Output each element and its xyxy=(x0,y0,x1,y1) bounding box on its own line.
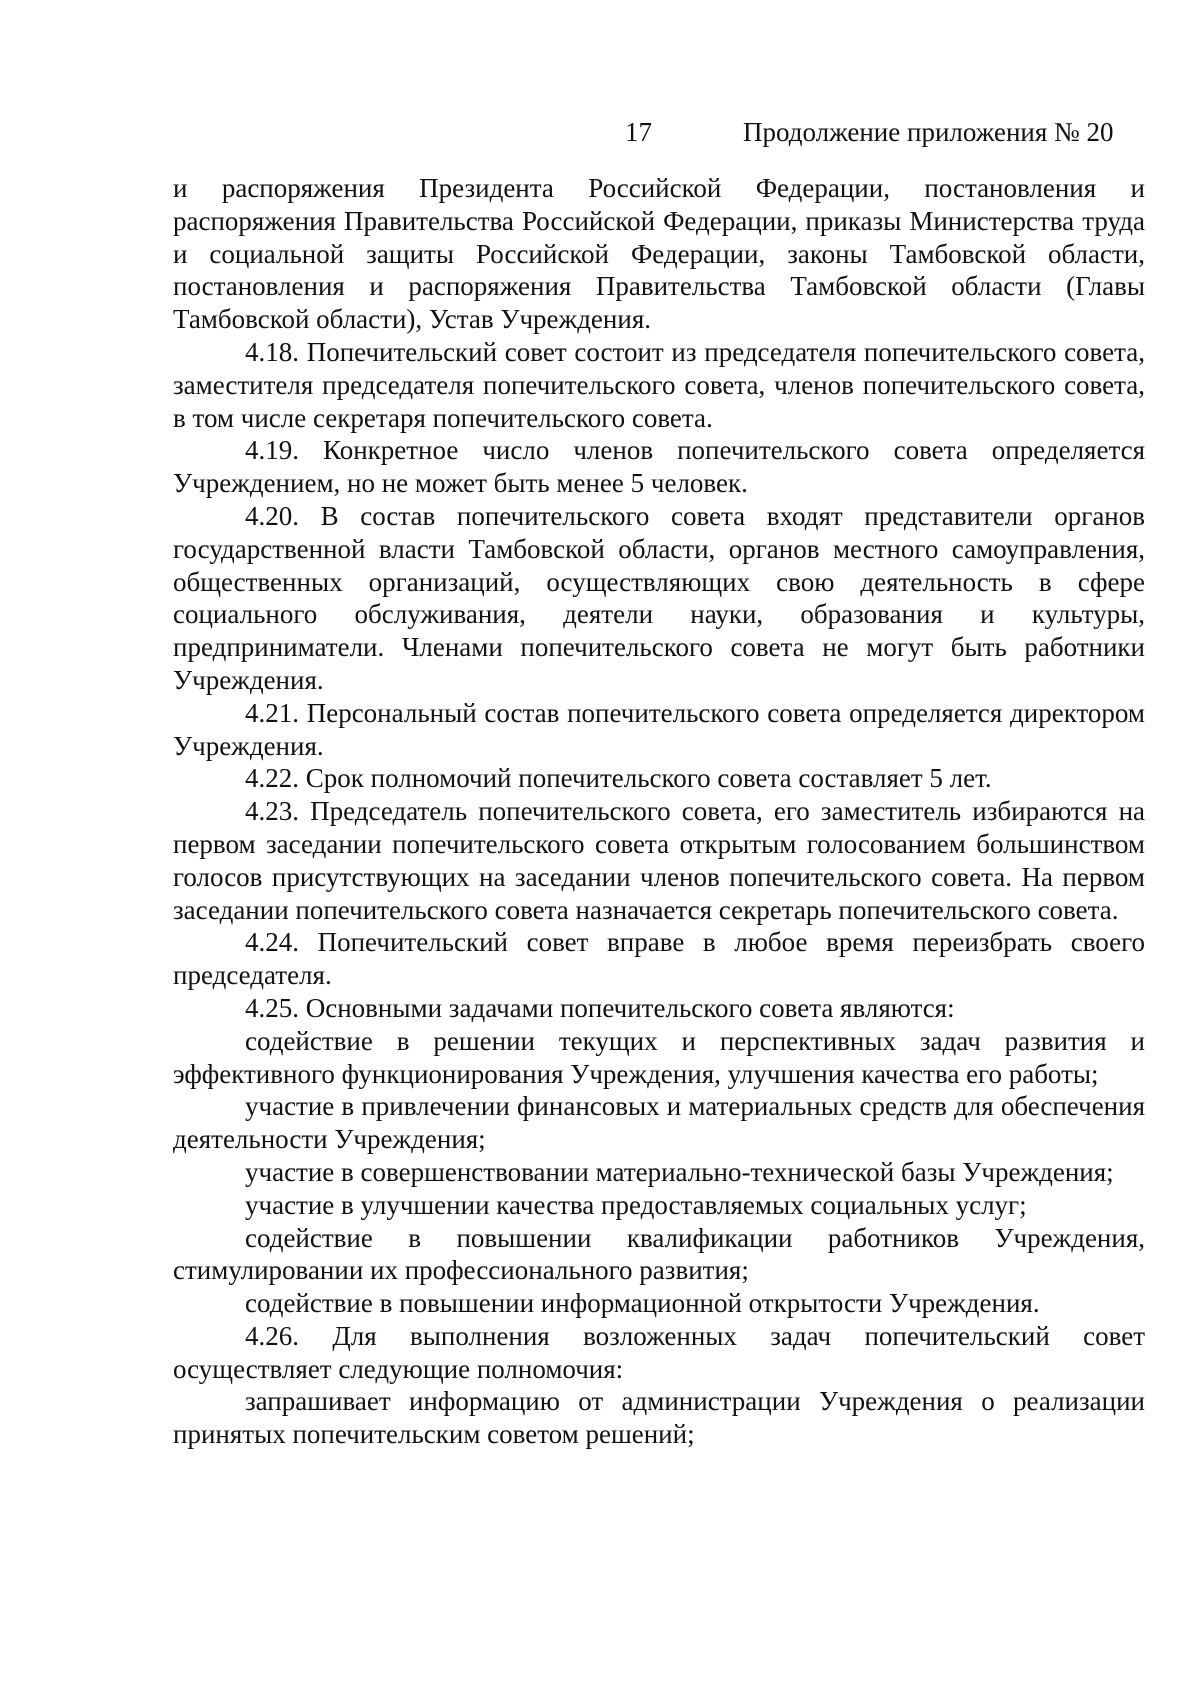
list-item-task-2: участие в привлечении финансовых и материальных средств для обеспечения деятельности Учреждения; xyxy=(173,1091,1145,1155)
list-item-task-6: содействие в повышении информационной открытости Учреждения. xyxy=(245,1288,1040,1319)
document-body xyxy=(173,172,1145,1451)
page-header xyxy=(0,112,1200,152)
paragraph-4-21: 4.21. Персональный состав попечительского совета определяется директором Учреждения. xyxy=(173,697,1145,761)
list-item-task-5: содействие в повышении квалификации работников Учреждения, стимулировании их профессионального развития; xyxy=(173,1222,1145,1286)
paragraph-4-25: 4.25. Основными задачами попечительского совета являются: xyxy=(245,992,955,1023)
list-item-power-1: запрашивает информацию от администрации Учреждения о реализации принятых попечительским советом решений; xyxy=(173,1386,1145,1450)
list-item-task-4: участие в улучшении качества предоставляемых социальных услуг; xyxy=(245,1189,1027,1220)
list-item-task-1: содействие в решении текущих и перспективных задач развития и эффективного функционирования Учреждения, улучшения качества его работы; xyxy=(173,1025,1145,1089)
paragraph-4-20: 4.20. В состав попечительского совета входят представители органов государственной власти Тамбовской области, органов местного самоуправления, общественных организаций, осуществляющих свою деятельность в сфере социального обслуживания, деятели науки, образования и культуры, предприниматели. Членами попечительского совета не могут быть работники Учреждения. xyxy=(173,500,1145,695)
appendix-label: Продолжение приложения № 20 xyxy=(743,117,1114,147)
paragraph-4-26: 4.26. Для выполнения возложенных задач попечительский совет осуществляет следующие полномочия: xyxy=(173,1320,1145,1384)
paragraph-4-22: 4.22. Срок полномочий попечительского совета составляет 5 лет. xyxy=(245,763,992,794)
paragraph-4-19: 4.19. Конкретное число членов попечительского совета определяется Учреждением, но не может быть менее 5 человек. xyxy=(173,435,1145,499)
paragraph-4-18: 4.18. Попечительский совет состоит из председателя попечительского совета, заместителя председателя попечительского совета, членов попечительского совета, в том числе секретаря попечительского совета. xyxy=(173,336,1145,433)
paragraph-continuation: и распоряжения Президента Российской Федерации, постановления и распоряжения Правительства Российской Федерации, приказы Министерства труда и социальной защиты Российской Федерации, законы Тамбовской области, постановления и распоряжения Правительства Тамбовской области (Главы Тамбовской области), Устав Учреждения. xyxy=(173,173,1145,335)
paragraph-4-23: 4.23. Председатель попечительского совета, его заместитель избираются на первом заседании попечительского совета открытым голосованием большинством голосов присутствующих на заседании членов попечительского совета. На первом заседании попечительского совета назначается секретарь попечительского совета. xyxy=(173,796,1145,925)
page-number: 17 xyxy=(625,117,652,147)
list-item-task-3: участие в совершенствовании материально-технической базы Учреждения; xyxy=(245,1156,1114,1187)
paragraph-4-24: 4.24. Попечительский совет вправе в любое время переизбрать своего председателя. xyxy=(173,927,1145,991)
